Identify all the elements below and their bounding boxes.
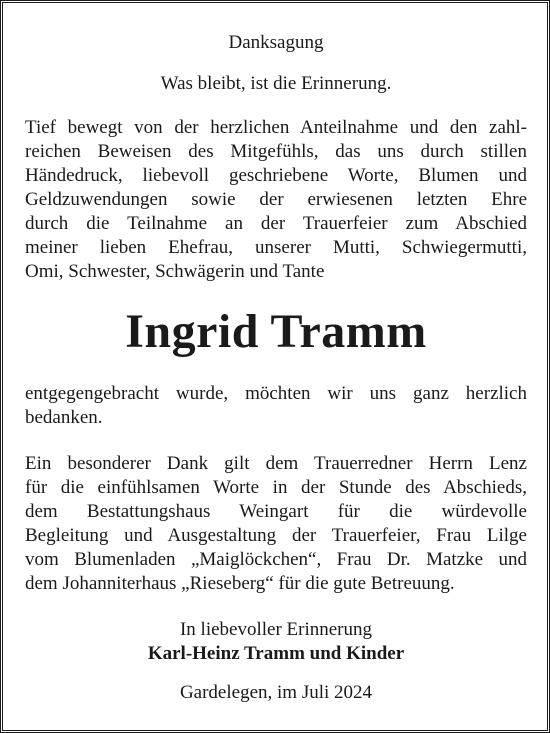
signers: Karl-Heinz Tramm und Kinder (147, 643, 405, 664)
text-line: bedanken. (25, 407, 103, 428)
text-line: vom Blumenladen „Maiglöckchen“, Frau Dr. Matzke und (25, 549, 527, 570)
notice-heading: Danksagung (228, 32, 324, 53)
text-line: dem Bestattungshaus Weingart für die würdevolle (25, 501, 527, 522)
text-line: dem Johanniterhaus „Rieseberg“ für die gute Betreuung. (25, 573, 455, 594)
text-line: Händedruck, liebevoll geschriebene Worte, Blumen und (25, 165, 527, 186)
special-thanks-paragraph (25, 452, 527, 596)
text-line: Geldzuwendungen sowie der erwiesenen letzten Ehre (25, 189, 527, 210)
notice-motto: Was bleibt, ist die Erinnerung. (160, 73, 392, 94)
text-line: Begleitung und Ausgestaltung der Trauerfeier, Frau Lilge (25, 525, 527, 546)
deceased-name: Ingrid Tramm (125, 305, 427, 358)
text-line: meiner lieben Ehefrau, unserer Mutti, Schwiegermutti, (25, 237, 527, 258)
text-line: für die einfühlsamen Worte in der Stunde des Abschieds, (25, 477, 527, 498)
text-line: entgegengebracht wurde, möchten wir uns ganz herzlich (25, 383, 527, 404)
text-line: Ein besonderer Dank gilt dem Trauerredner Herrn Lenz (25, 453, 527, 474)
thanks-paragraph-intro (25, 116, 527, 284)
text-line: Tief bewegt von der herzlichen Anteilnahme und den zahl- (25, 117, 527, 138)
closing-phrase: In liebevoller Erinnerung (179, 619, 373, 640)
thanks-paragraph-conclusion (25, 382, 527, 430)
place-date: Gardelegen, im Juli 2024 (179, 682, 373, 703)
text-line: durch die Teilnahme an der Trauerfeier zum Abschied (25, 213, 527, 234)
text-line: Omi, Schwester, Schwägerin und Tante (25, 261, 325, 282)
text-line: reichen Beweisen des Mitgefühls, das uns durch stillen (25, 141, 527, 162)
